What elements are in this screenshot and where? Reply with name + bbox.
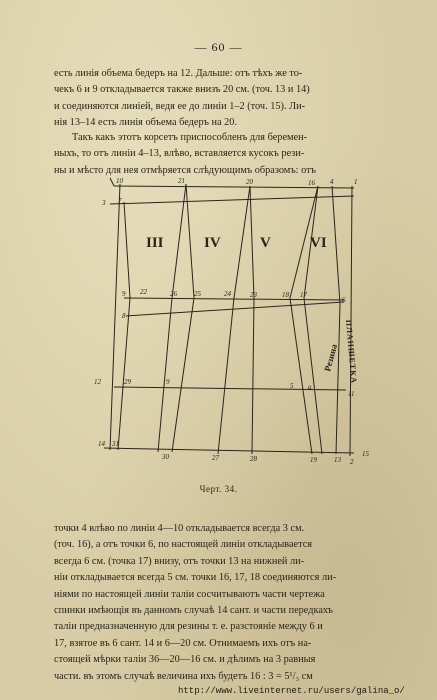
text-line: ны и мѣсто для нея отмѣряется слѣдующимъ образомъ: отъ bbox=[54, 164, 316, 176]
source-url[interactable]: http://www.liveinternet.ru/users/galina_o/ bbox=[178, 686, 405, 696]
text-line: 17, взятое въ 6 сант. 14 и 6—20 см. Отнимаемъ ихъ отъ на- bbox=[54, 637, 312, 649]
point-label: 16 bbox=[308, 179, 315, 187]
point-label: 7 bbox=[118, 197, 122, 205]
point-label: 31 bbox=[112, 440, 119, 448]
point-label: 20 bbox=[246, 178, 253, 186]
panel-numeral: IV bbox=[204, 235, 221, 251]
page-number: — 60 — bbox=[194, 40, 243, 54]
text-line: спинки имѣющія въ данномъ случаѣ 14 сант. и части передкахъ bbox=[54, 605, 333, 617]
text-line: части. въ этомъ случаѣ величина ихъ будетъ 16 : 3 = 5¹/₃ см bbox=[54, 670, 313, 682]
point-label: 22 bbox=[140, 288, 147, 296]
point-label: 11 bbox=[348, 390, 355, 398]
text-line: ніи откладывается всегда 5 см. точки 16, 17, 18 соединяются ли- bbox=[54, 572, 337, 584]
text-line: всегда 6 см. (точка 17) внизу, отъ точки 13 на нижней ли- bbox=[54, 555, 305, 567]
point-label: 13 bbox=[334, 456, 341, 464]
point-label: 30 bbox=[162, 453, 169, 461]
point-label: 15 bbox=[362, 450, 369, 458]
point-label: 8 bbox=[122, 312, 126, 320]
point-label: 6 bbox=[342, 296, 346, 304]
point-label: 21 bbox=[178, 177, 185, 185]
text-line: таліи предназначенную для резины т. е. разстояніе между 6 и bbox=[54, 621, 323, 633]
point-label: 9 bbox=[166, 378, 170, 386]
panel-numeral: III bbox=[146, 235, 164, 251]
panel-numeral: V bbox=[260, 235, 271, 251]
point-label: a bbox=[308, 383, 312, 391]
figure-caption: Черт. 34. bbox=[199, 484, 238, 494]
point-label: 1 bbox=[354, 178, 358, 186]
point-label: 5 bbox=[290, 382, 294, 390]
text-line: чекъ 6 и 9 откладывается также внизъ 20 см. (точ. 13 и 14) bbox=[54, 84, 310, 96]
text-line: стоящей мѣрки таліи 36—20—16 см. и дѣлимъ на 3 равныя bbox=[54, 654, 316, 666]
point-label: 26 bbox=[170, 290, 177, 298]
point-label: 18 bbox=[282, 291, 289, 299]
text-line: точки 4 влѣво по линіи 4—10 откладывается всегда 3 см. bbox=[54, 523, 305, 534]
point-label: 27 bbox=[212, 454, 219, 462]
point-label: 2 bbox=[350, 458, 354, 466]
point-label: 9 bbox=[122, 290, 126, 298]
rubber-label: Резина bbox=[322, 343, 340, 373]
paragraph-1 bbox=[54, 66, 366, 132]
text-line: есть линія объема бедеръ на 12. Дальше: отъ тѣхъ же то- bbox=[54, 68, 303, 79]
point-label: 24 bbox=[224, 290, 231, 298]
point-label: 28 bbox=[250, 455, 257, 463]
point-label: 14 bbox=[98, 440, 105, 448]
point-label: 29 bbox=[124, 378, 131, 386]
point-label: 17 bbox=[300, 291, 307, 299]
text-line: ніями по настоящей линіи таліи сосчитываютъ части чертежа bbox=[54, 588, 325, 600]
text-line: нія 13–14 есть линія объема бедеръ на 20. bbox=[54, 117, 238, 129]
point-label: 23 bbox=[250, 291, 257, 299]
text-line: Такъ какъ этотъ корсетъ приспособленъ для беремен- bbox=[72, 132, 308, 143]
busk-label: ПЛАНШЕТКА bbox=[344, 319, 359, 385]
corset-pattern-drawing bbox=[54, 172, 384, 472]
point-label: 25 bbox=[194, 290, 201, 298]
point-label: 12 bbox=[94, 378, 101, 386]
text-line: ныхъ, то отъ линіи 4–13, влѣво, вставляется кусокъ рези- bbox=[54, 148, 305, 160]
point-label: 10 bbox=[116, 177, 123, 185]
point-label: 19 bbox=[310, 456, 317, 464]
panel-numeral: VI bbox=[310, 235, 327, 251]
text-line: (точ. 16), а отъ точки 6, по настоящей линіи откладывается bbox=[54, 539, 313, 551]
point-label: 4 bbox=[330, 178, 334, 186]
paragraph-3 bbox=[54, 521, 366, 685]
point-label: 3 bbox=[102, 199, 106, 207]
text-line: и соединяются линіей, ведя ее до линіи 1–2 (точ. 15). Ли- bbox=[54, 100, 306, 112]
